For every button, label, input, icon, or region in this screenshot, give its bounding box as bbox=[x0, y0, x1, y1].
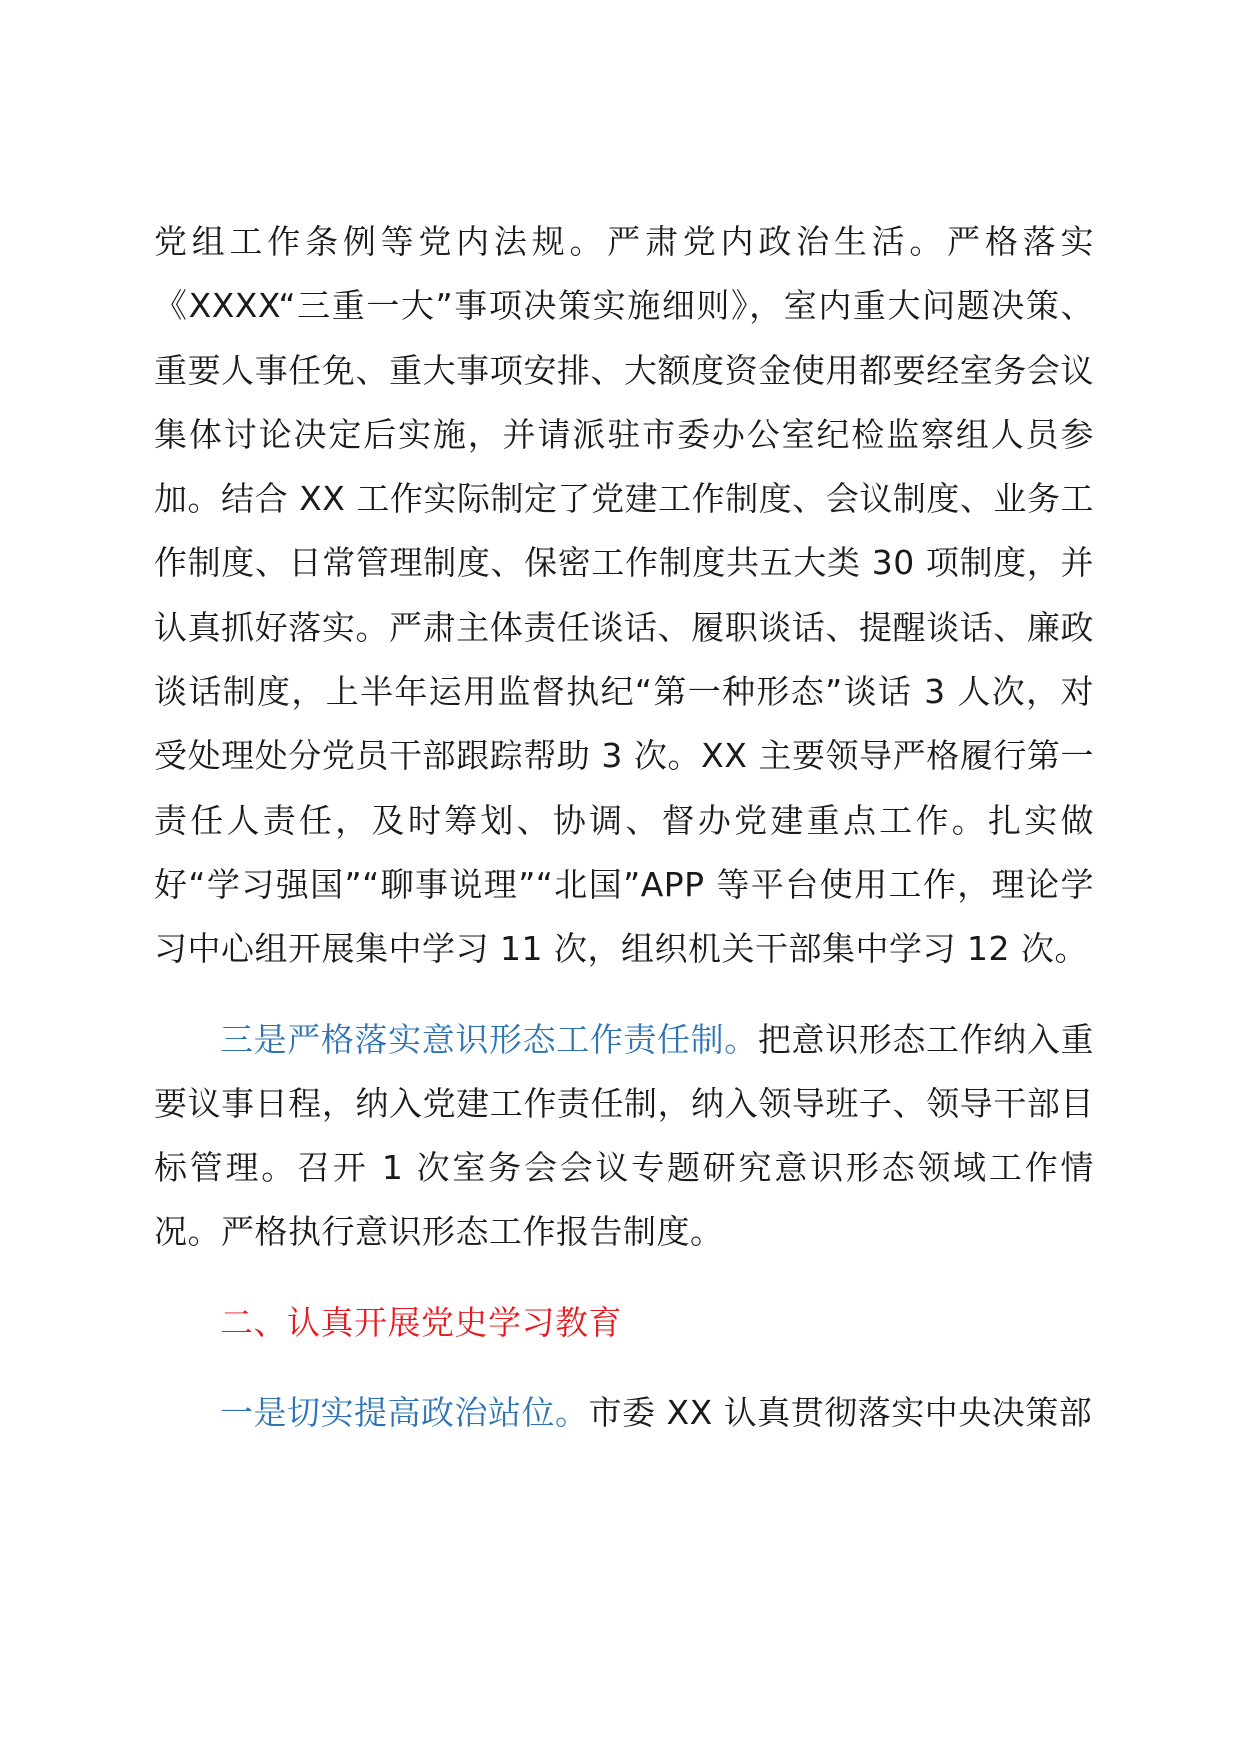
body-paragraph: 党组工作条例等党内法规。严肃党内政治生活。严格落实《XXXX“三重一大”事项决策实施细则》，室内重大问题决策、重要人事任免、重大事项安排、大额度资金使用都要经室务会议集体讨论决定后实施，并请派驻市委办公室纪检监察组人员参加。结合 XX 工作实际制定了党建工作制度、会议制度、业务工作制度、日常管理制度、保密工作制度共五大类 30 项制度，并认真抓好落实。严肃主体责任谈话、履职谈话、提醒谈话、廉政谈话制度，上半年运用监督执纪“第一种形态”谈话 3 人次，对受处理处分党员干部跟踪帮助 3 次。XX 主要领导严格履行第一责任人责任，及时筹划、协调、督办党建重点工作。扎实做好“学习强国”“聊事说理”“北国”APP 等平台使用工作，理论学习中心组开展集中学习 11 次，组织机关干部集中学习 12 次。 bbox=[154, 222, 1094, 969]
body-paragraph bbox=[154, 1008, 1094, 1265]
subheading-text: 三是严格落实意识形态工作责任制。 bbox=[220, 1019, 758, 1059]
section-heading: 二、认真开展党史学习教育 bbox=[220, 1302, 622, 1342]
paragraph-text: 市委 XX 认真贯彻落实中央决策部 bbox=[588, 1393, 1093, 1433]
document-body bbox=[154, 210, 1094, 1445]
body-paragraph bbox=[154, 1381, 1094, 1445]
subheading-text: 一是切实提高政治站位。 bbox=[220, 1393, 589, 1433]
paragraph-text: 把意识形态工作纳入重要议事日程，纳入党建工作责任制，纳入领导班子、领导干部目标管理。召开 1 次室务会会议专题研究意识形态领域工作情况。严格执行意识形态工作报告制度。 bbox=[154, 1019, 1095, 1252]
